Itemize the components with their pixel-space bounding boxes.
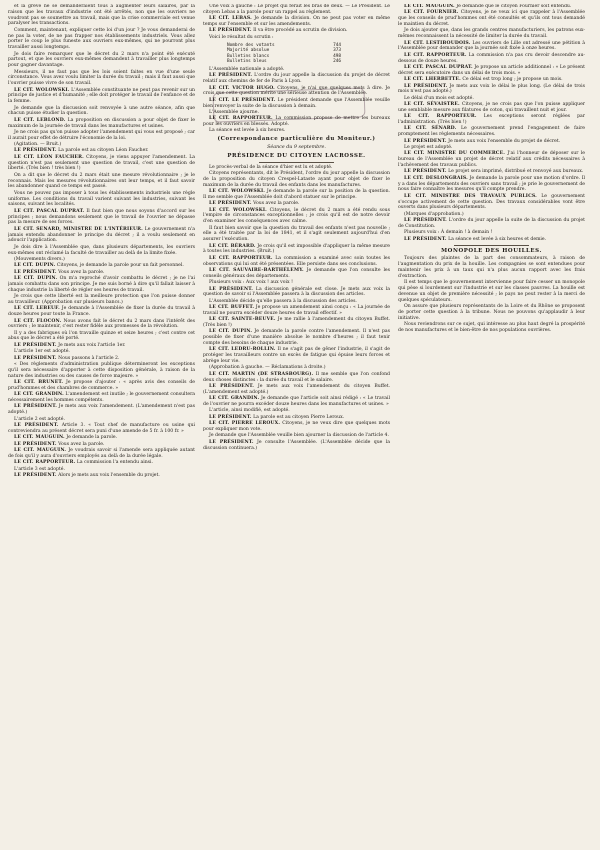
paragraph xyxy=(8,276,195,293)
paragraph-text: Il va être procédé au scrutin de division. xyxy=(253,28,348,34)
paragraph xyxy=(203,128,390,134)
speaker-name: LE PRÉSIDENT. xyxy=(14,441,57,447)
paragraph-text: Citoyens, je ne veux ici que rappeler à l'Assemblée que les conseils de prud'hommes ont été consultés et qu'ils ont tous demandé le maintien du décret. xyxy=(398,10,585,27)
columns xyxy=(8,4,592,842)
paragraph xyxy=(8,380,195,392)
paragraph xyxy=(398,194,585,211)
speaker-name: LE CIT. DUPIN. xyxy=(209,329,253,335)
speaker-name: LE CIT. GRANDIN. xyxy=(14,392,64,398)
paragraph-text: On m'a reproché d'avoir combattu le décret ; je ne l'ai jamais combattu dans son principe. Je me suis borné à dire qu'il fallait laisser à chaque industrie la liberté de régler ses heures de travail. xyxy=(8,276,195,293)
paragraph-text: Je propose un amendement ainsi conçu : « La journée de travail ne pourra excéder douze heures de travail effectif. » xyxy=(203,305,390,316)
paragraph-text: Je demande à l'Assemblée de fixer la durée du travail à douze heures pour toute la France. xyxy=(8,306,195,318)
paragraph-text: Je ne crois pas qu'on puisse adopter l'amendement qui vous est proposé ; car il aurait pour effet de détruire l'économie de la loi. xyxy=(8,129,195,141)
speaker-name: LE CIT. RAPPORTEUR. xyxy=(14,460,76,466)
speaker-name: LE CIT. LESTIBOUDOIS. xyxy=(404,40,471,46)
speaker-name: LE PRÉSIDENT. xyxy=(404,218,447,224)
paragraph xyxy=(8,173,195,190)
paragraph-text: Je propose un article additionnel : « Le présent décret sera exécutoire dans un délai de trois mois. » xyxy=(398,64,585,76)
paragraph-text: Je dois dire à l'Assemblée que, dans plusieurs départements, les ouvriers eux-mêmes ont réclamé la faculté de travailler au delà de la limite fixée. xyxy=(8,244,195,256)
paragraph xyxy=(8,294,195,306)
paragraph-text: Le projet est adopté. xyxy=(404,145,453,151)
speaker-name: LE CIT. MINISTRE DES TRAVAUX PUBLICS. xyxy=(404,193,537,199)
paragraph xyxy=(203,256,390,268)
column-2 xyxy=(203,4,390,842)
speaker-name: LE PRÉSIDENT. xyxy=(209,73,253,79)
paragraph-text: Je crois qu'il est impossible d'appliquer la même mesure à toutes les industries. (Bruit.) xyxy=(203,243,390,255)
paragraph xyxy=(8,362,195,379)
paragraph xyxy=(8,442,195,448)
paragraph xyxy=(8,209,195,226)
paragraph-text: La séance est levée à six heures et demie. xyxy=(448,236,547,242)
section-heading: PRÉSIDENCE DU CITOYEN LACROSSE. xyxy=(227,152,366,159)
paragraph xyxy=(8,467,195,473)
paragraph-text: L'amendement est inutile ; le gouvernement consultera nécessairement les hommes compétents. xyxy=(8,392,195,404)
paragraph xyxy=(203,189,390,201)
paragraph-text: Citoyens, je n'ai que quelques mots à dire. Je crois que cette question mérite une sérieuse attention de l'Assemblée. xyxy=(203,85,390,97)
paragraph-text: Vous ne pouvez pas imposer à tous les établissements industriels une règle uniforme. Les conditions du travail varient suivant les industries, suivant les saisons, suivant les localités. xyxy=(8,190,195,208)
speaker-name: LE PRÉSIDENT. xyxy=(404,169,447,175)
speaker-name: LE CIT. SAUVAIRE-BARTHÉLEMY. xyxy=(209,267,304,273)
paragraph xyxy=(398,102,585,114)
paragraph-text: Je me rallie à l'amendement du citoyen Buffet. (Très bien !) xyxy=(203,317,390,329)
speaker-name: LE PRÉSIDENT. xyxy=(209,286,254,292)
speaker-name: LE CIT. MAUGUIN. xyxy=(14,447,67,453)
speaker-name: LE CIT. SÉNARD. xyxy=(404,126,457,132)
paragraph-text: Le procès-verbal de la séance d'hier est lu et adopté. xyxy=(209,164,333,170)
speaker-name: LE CIT. LÉON FAUCHER. xyxy=(14,154,84,160)
paragraph-text: Il faut bien savoir que la question du travail des enfants n'est pas nouvelle ; elle a été traitée par la loi de 1841, et il s'agit seulement aujourd'hui d'en assurer l'exécution. xyxy=(203,225,390,243)
paragraph-text: Je demande la parole pour une motion d'ordre. Il y a dans les départements des ouvriers sans travail ; je prie le gouvernement de nous faire connaître les mesures qu'il compte prendre. xyxy=(398,175,585,193)
vote-count: 498 xyxy=(333,53,341,59)
paragraph xyxy=(8,263,195,269)
speaker-name: LE PRÉSIDENT. xyxy=(404,138,447,144)
speaker-name: LE CIT. SAINTE-BEUVE. xyxy=(209,317,276,323)
paragraph-text: L'ordre du jour appelle la suite de la discussion du projet de Constitution. xyxy=(398,218,585,229)
paragraph-text: La commission a examiné avec soin toutes les observations qui lui ont été présentées. Elle persiste dans ses conclusions. xyxy=(203,255,390,267)
section-subheading: Séance du 9 septembre. xyxy=(267,145,326,151)
paragraph xyxy=(398,41,585,53)
speaker-name: LE CIT. BÉRARD. xyxy=(209,243,256,249)
paragraph xyxy=(203,305,390,317)
paragraph-text: Je mets aux voix le délai le plus long. (Le délai de trois mois n'est pas adopté.) xyxy=(398,83,585,95)
paragraph xyxy=(8,343,195,349)
speaker-name: LE CIT. WOLOWSKI. xyxy=(14,87,70,93)
paragraph-text: et la grève ne se demanderaient tous à augmenter leurs salaires, par la raison que les travaux d'industrie ont été arrêtés, non que les ouvriers ne voudront pas se soumettre au travail, mais que la crise commerciale est venue paralyser les transactions. xyxy=(8,4,195,27)
paragraph xyxy=(8,404,195,416)
paragraph-text: L'ordre du jour appelle la discussion du projet de décret relatif aux chemins de fer de Paris à Lyon. xyxy=(203,73,390,85)
paragraph-text: Une voix à gauche : Le projet qui ferait les bras de deux. — Le Président. Le citoyen Lebas a la parole pour un rappel au règlement. xyxy=(203,4,390,15)
paragraph xyxy=(203,165,390,171)
paragraph xyxy=(8,70,195,87)
speaker-name: LE CIT. VICTOR HUGO. xyxy=(209,85,275,91)
paragraph-text: (Marques d'approbation.) xyxy=(404,211,464,217)
paragraph-text: Le projet sera imprimé, distribué et renvoyé aux bureaux. xyxy=(448,169,584,175)
speaker-name: LE CIT. LEBAS. xyxy=(209,16,252,22)
paragraph xyxy=(203,208,390,225)
speaker-name: LE PRÉSIDENT. xyxy=(209,28,252,34)
paragraph xyxy=(8,28,195,51)
speaker-name: LE CIT. SENARD, MINISTRE DE L'INTÉRIEUR. xyxy=(14,226,143,232)
speaker-name: LE CIT. GRANDIN. xyxy=(209,396,260,402)
paragraph-text: Citoyens représentants, dit le Président, l'ordre du jour appelle la discussion de la proposition du citoyen Crespel-Lataste ayant pour objet de fixer le maximum de la durée du travail des enfants dans les manufactures. xyxy=(203,171,390,188)
paragraph xyxy=(8,148,195,154)
paragraph-text: Je demande que le citoyen Fournier soit entendu. xyxy=(456,4,572,9)
paragraph-text: L'Assemblée décide qu'elle passera à la discussion des articles. xyxy=(209,298,357,304)
paragraph-text: La parole est au citoyen Léon Faucher. xyxy=(58,148,149,154)
paragraph xyxy=(398,304,585,321)
paragraph-text: Je mets aux voix l'amendement du citoyen Buffet. (L'amendement est adopté.) xyxy=(203,384,390,395)
paragraph xyxy=(8,306,195,318)
paragraph xyxy=(398,53,585,65)
paragraph-text: J'ai l'honneur de déposer sur le bureau de l'Assemblée un projet de décret relatif aux crédits nécessaires à l'achèvement des travaux publics. xyxy=(398,151,585,169)
column-3 xyxy=(398,4,585,842)
paragraph-text: Je crois que cette liberté est la meilleure protection que l'on puisse donner au travailleur. (Approbation sur plusieurs bancs.) xyxy=(8,294,195,305)
paragraph-text: L'article 2 est adopté. xyxy=(14,416,65,422)
paragraph-text: Je voudrais savoir si l'amende sera appliquée autant de fois qu'il y aura d'ouvriers employés au delà de la durée légale. xyxy=(8,447,195,459)
vote-label: Bulletins bleus xyxy=(227,59,267,65)
paragraph-text: Je dois faire remarquer que le décret du 2 mars n'a point été exécuté partout, et que les ouvriers eux-mêmes demandent à travailler plus longtemps pour gagner davantage. xyxy=(8,51,195,69)
paragraph xyxy=(203,396,390,408)
paragraph xyxy=(398,230,585,236)
paragraph xyxy=(398,218,585,230)
speaker-name: LE CIT. SÉVAISTRE. xyxy=(404,102,460,108)
paragraph-text: Vous avez la parole. xyxy=(58,441,105,447)
vote-count: 744 xyxy=(333,42,341,48)
vote-label: Nombre des votants xyxy=(227,42,275,48)
paragraph xyxy=(203,299,390,305)
paragraph-text: Comment, maintenant, expliquer cette loi d'un jour ? Je vous demanderai de ne pas la voter, de ne pas frapper nos établissements industriels. Vous allez porter le coup le plus funeste aux ouvriers eux-mêmes, qui ne pourront plus travailler aussi longtemps. xyxy=(8,27,195,51)
paragraph xyxy=(398,139,585,145)
paragraph-text: Il me semble que l'on confond deux choses distinctes : la durée du travail et le salaire. xyxy=(203,371,390,383)
paragraph-text: On a dit que le décret du 2 mars était une mesure révolutionnaire ; je le reconnais. Mais les mesures révolutionnaires ont leur temps, et il faut savoir les abandonner quand ce temps est passé. xyxy=(8,172,195,190)
paragraph xyxy=(398,28,585,40)
paragraph-text: L'article 3 est adopté. xyxy=(14,466,65,472)
paragraph xyxy=(398,145,585,151)
vote-count: 246 xyxy=(333,59,341,65)
speaker-name: LE PRÉSIDENT. xyxy=(209,201,252,207)
paragraph-text: Je demande la parole sur la position de la question. Il me semble que l'Assemblée doit d'abord statuer sur le principe. xyxy=(203,189,390,200)
paragraph xyxy=(398,237,585,243)
paragraph-text: La proposition en discussion a pour objet de fixer le maximum de la journée de travail dans les manufactures et usines. xyxy=(8,117,195,129)
paragraph xyxy=(8,448,195,460)
paragraph xyxy=(8,88,195,105)
paragraph-text: Nous reviendrons sur ce sujet, qui intéresse au plus haut degré la prospérité de nos manufactures et le bien-être de nos populations ouvrières. xyxy=(398,321,585,333)
paragraph-text: Je consulte l'Assemblée. (L'Assemblée décide que la discussion continuera.) xyxy=(203,439,390,451)
speaker-name: LE PRÉSIDENT. xyxy=(404,83,448,89)
paragraph xyxy=(398,256,585,279)
paragraph-text: La discussion générale est close. Je mets aux voix la question de savoir si l'Assemblée passera à la discussion des articles. xyxy=(203,286,390,298)
paragraph xyxy=(398,10,585,27)
speaker-name: LE CIT. LEBEUF. xyxy=(14,306,60,312)
paragraph xyxy=(8,155,195,172)
paragraph xyxy=(398,169,585,175)
speaker-name: LE PRÉSIDENT. xyxy=(14,422,59,428)
paragraph xyxy=(8,356,195,362)
speaker-name: LE CIT. RAPPORTEUR. xyxy=(404,52,467,58)
paragraph-text: Le gouvernement n'a jamais entendu abandonner le principe du décret ; il a voulu seulement en adoucir l'application. xyxy=(8,226,195,244)
speaker-name: LE CIT. LEBLOND. xyxy=(14,117,66,123)
speaker-name: LE PRÉSIDENT. xyxy=(404,236,447,242)
paragraph xyxy=(398,114,585,126)
speaker-name: LE CIT. DUPIN. xyxy=(14,276,58,282)
paragraph xyxy=(398,96,585,102)
speaker-name: LE CIT. MAUGUIN. xyxy=(14,435,65,441)
paragraph-text: Je demande la division. On ne peut pas voter en même temps sur l'ensemble et sur les amendements. xyxy=(203,16,390,27)
paragraph-text: L'Assemblée constituante ne peut pas revenir sur un principe de justice et d'humanité ; elle doit protéger le travail de l'enfance et de la femme. xyxy=(8,87,195,105)
paragraph-text: Voici le résultat du scrutin : xyxy=(209,34,274,40)
paragraph-text: Je demande que l'article soit ainsi rédigé : « Le travail de l'ouvrier ne pourra excéder douze heures dans les manufactures et usines. » xyxy=(203,396,390,408)
paragraph xyxy=(203,384,390,396)
paragraph-text: La commission propose de mettre les bureaux pour les ouvriers en blessés. Adopté. xyxy=(203,116,390,128)
paragraph-text: Je demande la parole contre l'amendement. Il n'est pas possible de fixer d'une manière absolue le nombre d'heures ; il faut tenir compte des besoins de chaque industrie. xyxy=(203,329,390,347)
paragraph-text: Nous avons fait le décret du 2 mars dans l'intérêt des ouvriers ; le maintenir, c'est rester fidèle aux promesses de la révolution. xyxy=(8,318,195,330)
paragraph xyxy=(398,212,585,218)
paragraph xyxy=(398,77,585,83)
paragraph xyxy=(8,257,195,263)
paragraph xyxy=(203,4,390,16)
speaker-name: LE CIT. PASCAL DUPRAT. xyxy=(404,64,473,70)
paragraph xyxy=(203,16,390,28)
paragraph-text: (Approbation à gauche. — Réclamations à droite.) xyxy=(209,365,326,371)
paragraph xyxy=(8,331,195,343)
paragraph-text: Messieurs, il ne faut pas que les lois soient faites en vue d'une seule circonstance. Vous avez voulu limiter la durée du travail ; mais il faut aussi que l'ouvrier puisse vivre de son travail. xyxy=(8,69,195,87)
speaker-name: LE CIT. PASCAL DUPRAT. xyxy=(14,208,85,214)
paragraph xyxy=(203,433,390,439)
paragraph-text: Citoyens, je viens appuyer l'amendement. La question n'est pas seulement une question de travail, c'est une question de liberté. (Très bien ! très bien !) xyxy=(8,154,195,172)
paragraph xyxy=(398,126,585,138)
speaker-name: LE PRÉSIDENT. xyxy=(209,414,252,420)
paragraph xyxy=(203,280,390,286)
speaker-name: LE CIT. LHERBETTE. xyxy=(404,77,461,83)
section-rule xyxy=(259,162,334,163)
paragraph-text: L'article, ainsi modifié, est adopté. xyxy=(209,408,290,414)
paragraph-text: (Agitation. — Bruit.) xyxy=(14,142,62,148)
paragraph xyxy=(398,65,585,77)
paragraph-text: Nous passons à l'article 2. xyxy=(58,355,120,361)
speaker-name: LE CIT. MAUGUIN. xyxy=(404,4,455,9)
paragraph xyxy=(8,227,195,244)
speaker-name: LE CIT. FOURNIER. xyxy=(404,10,459,16)
vote-count: 373 xyxy=(333,48,341,54)
paragraph-text: Je demande que l'on consulte les conseils généraux des départements. xyxy=(203,267,390,279)
speaker-name: LE CIT. DUPIN. xyxy=(14,263,56,269)
vote-row xyxy=(227,59,390,65)
paragraph-text: Je propose d'ajouter : « après avis des conseils de prud'hommes et des chambres de commerce. » xyxy=(8,380,195,391)
paragraph-text: Je demande que la discussion soit renvoyée à une autre séance, afin que chacun puisse étudier la question. xyxy=(8,105,195,117)
paragraph-text: La séance est levée à six heures. xyxy=(209,128,286,134)
paragraph xyxy=(398,280,585,303)
paragraph-text: L'Assemblée nationale a adopté. xyxy=(209,66,285,72)
paragraph xyxy=(8,435,195,441)
newspaper-page xyxy=(8,4,592,842)
paragraph xyxy=(8,473,195,479)
paragraph xyxy=(203,171,390,188)
section-heading: (Correspondance particulière du Moniteur.) xyxy=(217,136,376,143)
speaker-name: LE CIT. BRUNET. xyxy=(14,380,64,386)
paragraph xyxy=(398,322,585,334)
vote-label: Bulletins blancs xyxy=(227,53,270,59)
speaker-name: LE CIT. RAPPORTEUR. xyxy=(209,255,273,261)
paragraph xyxy=(8,118,195,130)
paragraph xyxy=(203,244,390,256)
library-stamp xyxy=(213,87,366,122)
paragraph-text: Citoyens, je demande la parole pour un fait personnel. xyxy=(56,263,184,269)
paragraph xyxy=(203,67,390,73)
paragraph xyxy=(203,201,390,207)
vote-label: Majorité absolue xyxy=(227,48,270,54)
paragraph xyxy=(8,270,195,276)
paragraph xyxy=(8,319,195,331)
paragraph xyxy=(8,142,195,148)
paragraph-text: La parole est au citoyen Pierre Leroux. xyxy=(253,414,345,420)
paragraph xyxy=(203,421,390,433)
paragraph xyxy=(203,347,390,364)
section-heading: MONOPOLE DES HOUILLES. xyxy=(441,247,542,254)
paragraph-text: Le président demande que l'Assemblée veuille bien renvoyer la suite de la discussion à demain. xyxy=(203,97,390,109)
paragraph-text: Le gouvernement prend l'engagement de faire promptement les règlements nécessaires. xyxy=(398,126,585,138)
speaker-name: LE CIT. BUFFET. xyxy=(209,305,255,311)
paragraph-text: Je dois ajouter que, dans les grands centres manufacturiers, les patrons eux-mêmes reconnaissent la nécessité de limiter la durée du travail. xyxy=(398,28,585,40)
speaker-name: LE CIT. MINISTRE DU COMMERCE. xyxy=(404,151,506,157)
paragraph-text: Plusieurs voix : À demain ! à demain ! xyxy=(404,230,493,236)
paragraph xyxy=(203,35,390,41)
speaker-name: LE CIT. DESLONGRAIS. xyxy=(404,175,468,181)
paragraph-text: Il faut bien que nous soyons d'accord sur les principes ; nous demandons seulement que le travail de l'ouvrier ne dépasse pas la mesure de ses forces. xyxy=(8,208,195,226)
paragraph-text: Je mets aux voix l'article 1er. xyxy=(58,342,126,348)
paragraph-text: (Mouvements divers.) xyxy=(14,256,65,262)
paragraph-text: Citoyens, je ne veux dire que quelques mots pour expliquer mon vote. xyxy=(203,421,390,432)
paragraph xyxy=(8,460,195,466)
paragraph xyxy=(8,245,195,257)
speaker-name: LE CIT. RAPPORTEUR. xyxy=(404,114,477,120)
speaker-name: LE PRÉSIDENT. xyxy=(14,269,57,275)
vote-tally xyxy=(227,43,390,65)
paragraph xyxy=(398,151,585,168)
paragraph xyxy=(8,130,195,142)
speaker-name: LE CIT. FLOCON. xyxy=(14,318,62,324)
paragraph xyxy=(8,106,195,118)
paragraph-text: Ce délai est trop long ; je propose un mois. xyxy=(462,77,563,83)
column-1 xyxy=(8,4,195,842)
paragraph xyxy=(398,176,585,193)
paragraph-text: Vous avez la parole. xyxy=(58,269,105,275)
paragraph-text: Le délai d'un mois est adopté. xyxy=(404,95,474,101)
speaker-name: LE CIT. LEDRU-ROLLIN. xyxy=(209,347,276,353)
paragraph-text: Plusieurs voix : Aux voix ! aux voix ! xyxy=(209,280,293,286)
paragraph-text: Citoyens, le décret du 2 mars a été rendu sous l'empire de circonstances exceptionnelles ; je crois qu'il est de notre devoir d'en examiner les conséquences avec calme. xyxy=(203,207,390,225)
paragraph xyxy=(8,191,195,208)
speaker-name: LE CIT. MARTIN (DE STRASBOURG). xyxy=(209,371,314,377)
paragraph-text: Les exceptions seront réglées par l'administration. (Très bien !) xyxy=(398,114,585,126)
paragraph-text: Je demande que l'Assemblée veuille bien ajourner la discussion de l'article 4. xyxy=(209,433,389,439)
paragraph-text: La commission n'a pas cru devoir descendre au-dessous de douze heures. xyxy=(398,52,585,64)
paragraph-text: Je demande la parole. xyxy=(66,435,118,441)
paragraph-text: L'article 1er est adopté. xyxy=(14,349,70,355)
paragraph-text: On assure que plusieurs représentants de la Loire et du Rhône se proposent de porter cette question à la tribune. Nous ne pouvons qu'applaudir à leur initiative. xyxy=(398,303,585,321)
paragraph xyxy=(398,84,585,96)
paragraph-text: « Des règlements d'administration publique détermineront les exceptions qu'il sera nécessaire d'apporter à cette disposition générale, à raison de la nature des industries ou des causes de force majeure. » xyxy=(8,362,195,379)
paragraph xyxy=(203,73,390,85)
paragraph-text: Article 3. « Tout chef de manufacture ou usine qui contreviendra au présent décret sera puni d'une amende de 5 fr. à 100 fr. » xyxy=(8,422,195,434)
speaker-name: LE PRÉSIDENT. xyxy=(209,439,254,445)
paragraph xyxy=(8,52,195,69)
paragraph-text: Les ouvriers de Lille ont adressé une pétition à l'Assemblée pour demander que la journée soit fixée à onze heures. xyxy=(398,40,585,52)
speaker-name: LE PRÉSIDENT. xyxy=(14,148,57,154)
speaker-name: LE CIT. PIERRE LEROUX. xyxy=(209,421,281,427)
paragraph xyxy=(8,392,195,404)
speaker-name: LE CIT. LE PRÉSIDENT. xyxy=(209,97,276,103)
speaker-name: LE CIT. WOLOWSKI. xyxy=(209,189,266,195)
paragraph-text: Citoyens, je ne crois pas que l'on puisse appliquer une semblable mesure aux filatures de coton, qui travaillent nuit et jour. xyxy=(398,102,585,113)
paragraph xyxy=(8,423,195,435)
paragraph-text: L'Assemblée ajourne. xyxy=(209,109,259,115)
speaker-name: LE CIT. RAPPORTEUR. xyxy=(209,116,273,122)
paragraph xyxy=(203,365,390,371)
paragraph xyxy=(398,4,585,10)
section-rule xyxy=(454,245,529,246)
speaker-name: LE PRÉSIDENT. xyxy=(14,404,57,410)
speaker-name: LE PRÉSIDENT. xyxy=(14,355,57,361)
paragraph xyxy=(203,287,390,299)
paragraph xyxy=(203,226,390,243)
speaker-name: LE PRÉSIDENT. xyxy=(14,342,57,348)
paragraph-text: Il est temps que le gouvernement intervienne pour faire cesser un monopole qui pèse si lourdement sur l'industrie et sur les classes pauvres. La houille est devenue un objet de première nécessité ; le pays ne peut rester à la merci de quelques spéculateurs. xyxy=(398,280,585,303)
paragraph-text: Je mets aux voix l'ensemble du projet de décret. xyxy=(448,138,561,144)
paragraph xyxy=(8,4,195,27)
paragraph-text: Toujours des plaintes de la part des consommateurs, à raison de l'augmentation du prix de la houille. Les compagnies se sont entendues pour maintenir les prix à un taux qui n'a plus aucun rapport avec les frais d'extraction. xyxy=(398,256,585,279)
speaker-name: LE PRÉSIDENT. xyxy=(14,472,57,478)
paragraph-text: Il ne s'agit pas de gêner l'industrie, il s'agit de protéger les travailleurs contre un excès de fatigue qui épuise leurs forces et abrège leur vie. xyxy=(203,347,390,365)
paragraph xyxy=(203,372,390,384)
paragraph xyxy=(203,440,390,452)
paragraph-text: Il y a des fabriques où l'on travaille quinze et seize heures ; c'est contre cet abus que le décret a été porté. xyxy=(8,330,195,342)
paragraph xyxy=(203,28,390,34)
paragraph xyxy=(8,349,195,355)
paragraph xyxy=(203,268,390,280)
speaker-name: LE PRÉSIDENT. xyxy=(209,384,255,390)
paragraph xyxy=(203,408,390,414)
paragraph-text: Je mets aux voix l'amendement. (L'amendement n'est pas adopté.) xyxy=(8,404,195,416)
speaker-name: LE CIT. WOLOWSKI. xyxy=(209,207,267,213)
paragraph-text: Le gouvernement s'occupe activement de cette question. Des travaux considérables vont être ouverts dans plusieurs départements. xyxy=(398,193,585,211)
paragraph-text: Vous avez la parole. xyxy=(253,201,300,207)
paragraph xyxy=(203,317,390,329)
paragraph xyxy=(8,417,195,423)
paragraph-text: Alors je mets aux voix l'ensemble du projet. xyxy=(58,472,160,478)
paragraph xyxy=(203,415,390,421)
paragraph xyxy=(203,329,390,346)
paragraph-text: La commission l'a entendu ainsi. xyxy=(76,460,153,466)
